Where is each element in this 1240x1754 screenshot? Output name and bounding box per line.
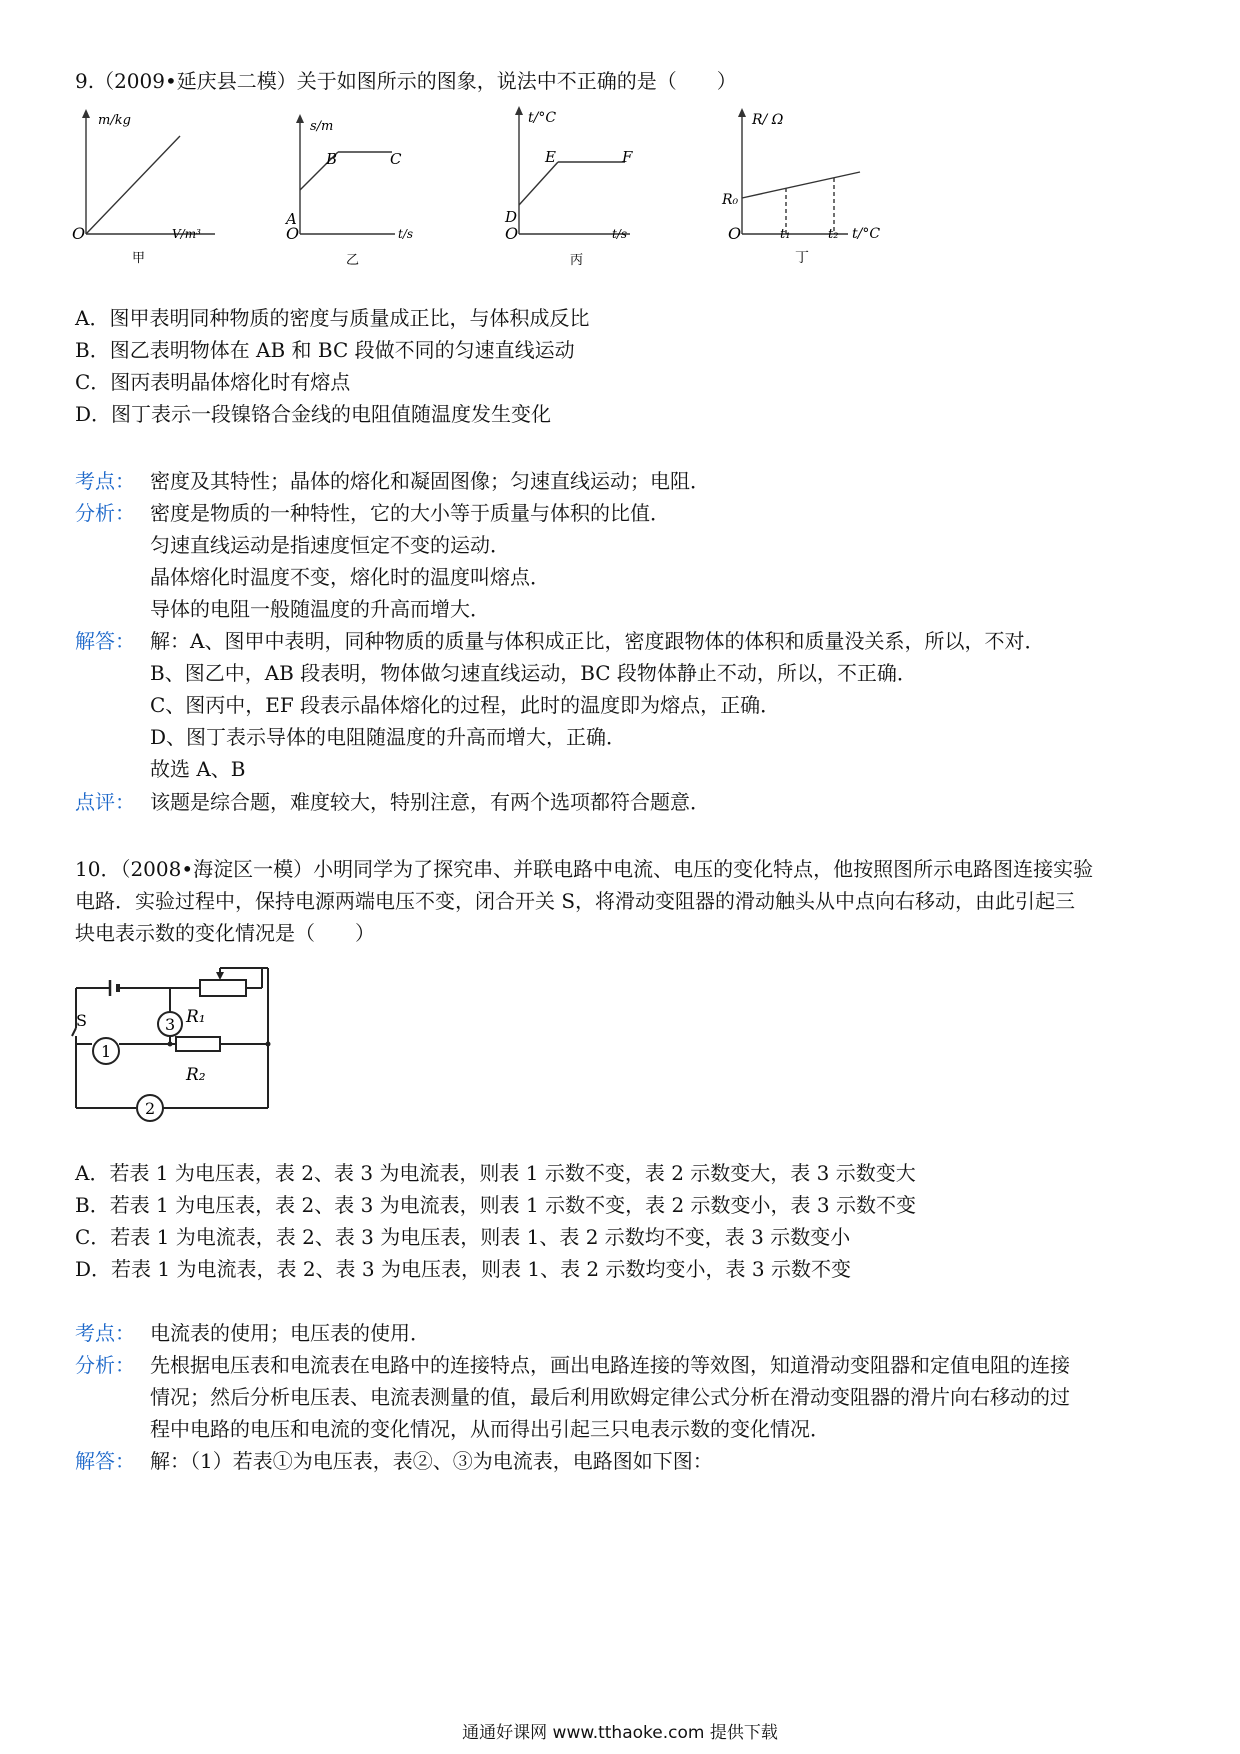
q9-fenxi-line: 晶体熔化时温度不变，熔化时的温度叫熔点． [150,565,550,589]
graph-bing-caption: 丙 [570,253,584,268]
q10-fenxi-line: 情况；然后分析电压表、电流表测量的值，最后利用欧姆定律公式分析在滑动变阻器的滑片向右移动的过 [150,1385,1070,1409]
question-10-title-line: 电路．实验过程中，保持电源两端电压不变，闭合开关 S，将滑动变阻器的滑动触头从中点向右移动，由此引起三 [75,889,1076,913]
graph-jia-origin: O [72,224,86,243]
q10-fenxi-label: 分析： [75,1353,135,1377]
graph-jia-caption: 甲 [132,251,146,266]
question-9-title: 9.（2009•延庆县二模）关于如图所示的图象，说法中不正确的是（ ） [75,69,737,93]
graph-jia-ylabel: m/kg [98,113,131,128]
q10-option-b: B．若表 1 为电压表，表 2、表 3 为电流表，则表 1 示数不变，表 2 示数变小，表 3 示数不变 [75,1193,916,1217]
graph-ding-ylabel: R/ Ω [752,112,784,128]
q9-jieda-label: 解答： [75,629,135,653]
graph-bing-point-d: D [505,208,518,226]
circuit-meter-2: 2 [145,1099,156,1118]
graph-bing-point-f: F [622,148,633,166]
circuit-meter-3: 3 [165,1015,176,1034]
q10-kaodian-text: 电流表的使用；电压表的使用． [150,1321,430,1345]
question-10-title-line: 10．（2008•海淀区一模）小明同学为了探究串、并联电路中电流、电压的变化特点，他按照图所示电路图连接实验 [75,857,1094,881]
question-9-graphs [0,100,1240,270]
page-footer: 通通好课网 www.tthaoke.com 提供下载 [462,1723,778,1743]
q10-fenxi-line: 程中电路的电压和电流的变化情况，从而得出引起三只电表示数的变化情况． [150,1417,830,1441]
q9-dianping-label: 点评： [75,790,135,814]
graph-ding-t1: t₁ [780,227,791,242]
q9-option-d: D．图丁表示一段镍铬合金线的电阻值随温度发生变化 [75,402,552,426]
q10-kaodian-label: 考点： [75,1321,135,1345]
q10-jieda-text: 解：（1）若表①为电压表，表②、③为电流表，电路图如下图： [150,1449,713,1473]
q10-jieda-label: 解答： [75,1449,135,1473]
q9-jieda-line: 故选 A、B [150,757,246,781]
graph-yi-point-a: A [286,210,297,228]
q9-fenxi-line: 密度是物质的一种特性，它的大小等于质量与体积的比值． [150,501,670,525]
graph-bing-origin: O [505,224,519,243]
question-10-title-line: 块电表示数的变化情况是（ ） [75,921,375,945]
graph-bing-xlabel: t/s [612,227,628,241]
q9-kaodian-label: 考点： [75,469,135,493]
circuit-diagram [70,958,370,1143]
circuit-r2-label: R₂ [186,1065,206,1085]
graph-ding-xlabel: t/°C [852,226,881,242]
graph-ding-t2: t₂ [828,227,839,242]
q9-jieda-line: B、图乙中，AB 段表明，物体做匀速直线运动，BC 段物体静止不动，所以，不正确． [150,661,917,685]
q9-option-a: A．图甲表明同种物质的密度与质量成正比，与体积成反比 [75,306,590,330]
q9-option-c: C．图丙表明晶体熔化时有熔点 [75,370,351,394]
q10-option-c: C．若表 1 为电流表，表 2、表 3 为电压表，则表 1、表 2 示数均不变，表 3 示数变小 [75,1225,851,1249]
circuit-switch-label: S [76,1011,87,1030]
graph-bing-ylabel: t/°C [528,110,557,126]
graph-jia-xlabel: V/m³ [172,227,201,241]
q10-option-d: D．若表 1 为电流表，表 2、表 3 为电压表，则表 1、表 2 示数均变小，表 3 示数不变 [75,1257,851,1281]
q10-option-a: A．若表 1 为电压表，表 2、表 3 为电流表，则表 1 示数不变，表 2 示数变大，表 3 示数变大 [75,1161,916,1185]
q9-kaodian-text: 密度及其特性；晶体的熔化和凝固图像；匀速直线运动；电阻． [150,469,710,493]
q10-fenxi-line: 先根据电压表和电流表在电路中的连接特点，画出电路连接的等效图，知道滑动变阻器和定值电阻的连接 [150,1353,1070,1377]
graph-ding-r0: R₀ [722,192,739,208]
graph-ding-caption: 丁 [795,250,809,266]
circuit-meter-1: 1 [101,1042,112,1061]
q9-fenxi-line: 匀速直线运动是指速度恒定不变的运动． [150,533,510,557]
q9-dianping-text: 该题是综合题，难度较大，特别注意，有两个选项都符合题意． [150,790,710,814]
q9-option-b: B．图乙表明物体在 AB 和 BC 段做不同的匀速直线运动 [75,338,575,362]
graph-yi-origin: O [286,224,300,243]
graph-yi-caption: 乙 [346,253,360,268]
graph-yi-ylabel: s/m [310,119,334,134]
q9-jieda-line: 解：A、图甲中表明，同种物质的质量与体积成正比，密度跟物体的体积和质量没关系，所以，不对． [150,629,1045,653]
graph-yi-point-b: B [326,150,338,168]
q9-jieda-line: C、图丙中，EF 段表示晶体熔化的过程，此时的温度即为熔点，正确． [150,693,781,717]
q9-fenxi-label: 分析： [75,501,135,525]
q9-fenxi-line: 导体的电阻一般随温度的升高而增大． [150,597,490,621]
graph-bing-point-e: E [545,148,556,166]
circuit-r1-label: R₁ [186,1007,206,1027]
graph-ding-origin: O [728,224,742,243]
graph-yi-xlabel: t/s [398,227,414,241]
q9-jieda-line: D、图丁表示导体的电阻随温度的升高而增大，正确． [150,725,627,749]
graph-yi-point-c: C [390,150,402,168]
